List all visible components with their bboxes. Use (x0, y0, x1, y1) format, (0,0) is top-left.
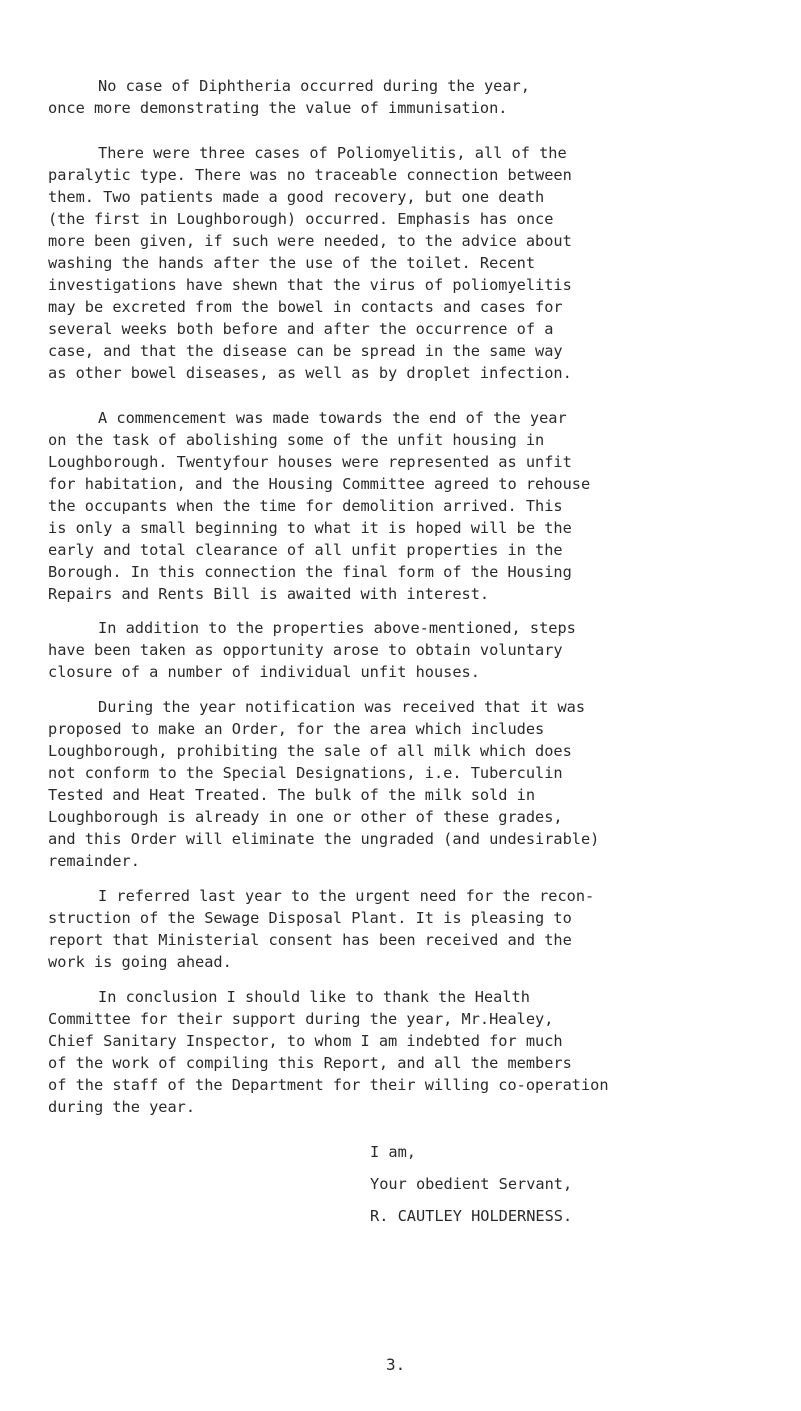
page-number: 3. (386, 1355, 406, 1374)
text-line: (the first in Loughborough) occurred. Emphasis has once (48, 210, 554, 228)
text-line: Chief Sanitary Inspector, to whom I am indebted for much (48, 1032, 563, 1050)
text-line: Tested and Heat Treated. The bulk of the milk sold in (48, 786, 536, 804)
text-line: investigations have shewn that the virus of poliomyelitis (48, 276, 572, 294)
text-line: paralytic type. There was no traceable connection between (48, 166, 572, 184)
text-line: them. Two patients made a good recovery, but one death (48, 188, 545, 206)
text-line: have been taken as opportunity arose to obtain voluntary (48, 641, 563, 659)
text-line: not conform to the Special Designations, i.e. Tuberculin (48, 764, 563, 782)
text-line: proposed to make an Order, for the area which includes (48, 720, 545, 738)
text-line: Loughborough is already in one or other of these grades, (48, 808, 563, 826)
text-line: A commencement was made towards the end of the year (98, 409, 567, 427)
text-line: remainder. (48, 852, 140, 870)
text-line: work is going ahead. (48, 953, 232, 971)
text-line: is only a small beginning to what it is hoped will be the (48, 519, 572, 537)
text-line: During the year notification was received that it was (98, 698, 586, 716)
text-line: of the work of compiling this Report, and all the members (48, 1054, 572, 1072)
text-line: early and total clearance of all unfit properties in the (48, 541, 563, 559)
text-line: on the task of abolishing some of the unfit housing in (48, 431, 545, 449)
text-line: several weeks both before and after the occurrence of a (48, 320, 554, 338)
text-line: washing the hands after the use of the toilet. Recent (48, 254, 536, 272)
text-line: more been given, if such were needed, to the advice about (48, 232, 572, 250)
text-line: case, and that the disease can be spread in the same way (48, 342, 563, 360)
text-line: In addition to the properties above-mentioned, steps (98, 619, 576, 637)
text-line: once more demonstrating the value of immunisation. (48, 99, 508, 117)
text-line: No case of Diphtheria occurred during the year, (98, 77, 530, 95)
valediction: Your obedient Servant, (370, 1175, 573, 1193)
text-line: closure of a number of individual unfit houses. (48, 663, 480, 681)
signature: R. CAUTLEY HOLDERNESS. (370, 1207, 573, 1225)
text-line: of the staff of the Department for their willing co-operation (48, 1076, 609, 1094)
text-line: I referred last year to the urgent need for the recon- (98, 887, 595, 905)
text-line: as other bowel diseases, as well as by droplet infection. (48, 364, 572, 382)
text-line: Repairs and Rents Bill is awaited with interest. (48, 585, 490, 603)
text-line: may be excreted from the bowel in contacts and cases for (48, 298, 563, 316)
text-line: There were three cases of Poliomyelitis, all of the (98, 144, 567, 162)
text-line: report that Ministerial consent has been received and the (48, 931, 572, 949)
text-line: during the year. (48, 1098, 196, 1116)
text-line: struction of the Sewage Disposal Plant. It is pleasing to (48, 909, 572, 927)
text-line: Committee for their support during the year, Mr.Healey, (48, 1010, 554, 1028)
text-line: Loughborough, prohibiting the sale of all milk which does (48, 742, 572, 760)
text-line: the occupants when the time for demolition arrived. This (48, 497, 563, 515)
text-line: for habitation, and the Housing Committee agreed to rehouse (48, 475, 591, 493)
text-line: In conclusion I should like to thank the Health (98, 988, 530, 1006)
text-line: Borough. In this connection the final form of the Housing (48, 563, 572, 581)
text-line: Loughborough. Twentyfour houses were represented as unfit (48, 453, 572, 471)
text-line: and this Order will eliminate the ungraded (and undesirable) (48, 830, 600, 848)
salutation: I am, (370, 1143, 416, 1161)
